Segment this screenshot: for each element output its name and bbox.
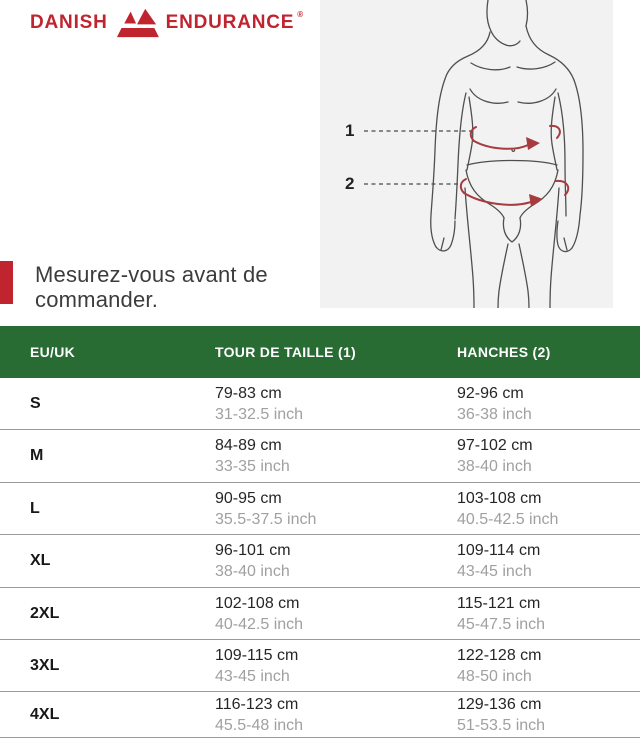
hips-inch-value: 48-50 inch — [457, 667, 532, 685]
table-row-xl — [0, 535, 640, 588]
instruction-heading — [35, 262, 268, 312]
body-measurement-figure — [320, 0, 613, 308]
waist-cm-value: 109-115 cm — [215, 646, 299, 664]
brand-logo — [30, 6, 303, 40]
hips-cm-value: 115-121 cm — [457, 594, 541, 612]
waist-cm-value: 116-123 cm — [215, 695, 299, 713]
hips-cm-value: 129-136 cm — [457, 695, 542, 713]
waist-inch-value: 31-32.5 inch — [215, 405, 304, 423]
column-header-size: EU/UK — [30, 344, 76, 360]
waist-inch-value: 40-42.5 inch — [215, 615, 304, 633]
size-label: 4XL — [30, 705, 60, 723]
instruction-line-1: Mesurez-vous avant de — [35, 262, 268, 287]
hips-cm-value: 109-114 cm — [457, 542, 541, 559]
waist-cm-value: 96-101 cm — [215, 542, 291, 559]
brand-word-endurance: ENDURANCE — [165, 12, 295, 33]
mountain-logo-icon — [114, 8, 160, 39]
size-label: S — [30, 394, 41, 412]
table-row-s — [0, 378, 640, 430]
hips-inch-value: 36-38 inch — [457, 405, 532, 423]
hips-inch-value: 43-45 inch — [457, 563, 532, 580]
size-chart-table — [0, 326, 640, 738]
male-torso-illustration — [320, 0, 613, 308]
hips-inch-value: 38-40 inch — [457, 458, 532, 475]
waist-cm-value: 79-83 cm — [215, 384, 282, 402]
waist-inch-value: 33-35 inch — [215, 458, 290, 475]
size-label: 3XL — [30, 656, 60, 674]
hips-cm-value: 122-128 cm — [457, 646, 542, 664]
brand-word-danish: DANISH — [30, 12, 108, 33]
waist-cm-value: 90-95 cm — [215, 489, 282, 507]
table-row-4xl — [0, 692, 640, 738]
table-row-l — [0, 483, 640, 535]
hips-inch-value: 40.5-42.5 inch — [457, 510, 559, 528]
hips-inch-value: 51-53.5 inch — [457, 716, 546, 734]
waist-cm-value: 102-108 cm — [215, 594, 300, 612]
waist-inch-value: 45.5-48 inch — [215, 716, 304, 734]
table-row-3xl — [0, 640, 640, 692]
hips-measure-number: 2 — [345, 174, 355, 193]
waist-inch-value: 38-40 inch — [215, 563, 290, 580]
waist-inch-value: 35.5-37.5 inch — [215, 510, 317, 528]
column-header-hips: HANCHES (2) — [457, 344, 551, 360]
size-label: L — [30, 499, 40, 517]
instruction-line-2: commander. — [35, 287, 159, 312]
waist-measure-number: 1 — [345, 121, 355, 140]
table-row-m — [0, 430, 640, 483]
size-label: XL — [30, 552, 51, 569]
table-row-2xl — [0, 588, 640, 640]
waist-cm-value: 84-89 cm — [215, 437, 282, 454]
hips-cm-value: 103-108 cm — [457, 489, 542, 507]
size-label: 2XL — [30, 604, 60, 622]
hips-inch-value: 45-47.5 inch — [457, 615, 546, 633]
registered-trademark-symbol: ® — [297, 10, 304, 19]
red-accent-bar — [0, 261, 13, 304]
size-label: M — [30, 447, 44, 464]
hips-cm-value: 97-102 cm — [457, 437, 533, 454]
column-header-waist: TOUR DE TAILLE (1) — [215, 344, 356, 360]
hips-cm-value: 92-96 cm — [457, 384, 524, 402]
waist-inch-value: 43-45 inch — [215, 667, 290, 685]
table-header-row — [0, 326, 640, 378]
